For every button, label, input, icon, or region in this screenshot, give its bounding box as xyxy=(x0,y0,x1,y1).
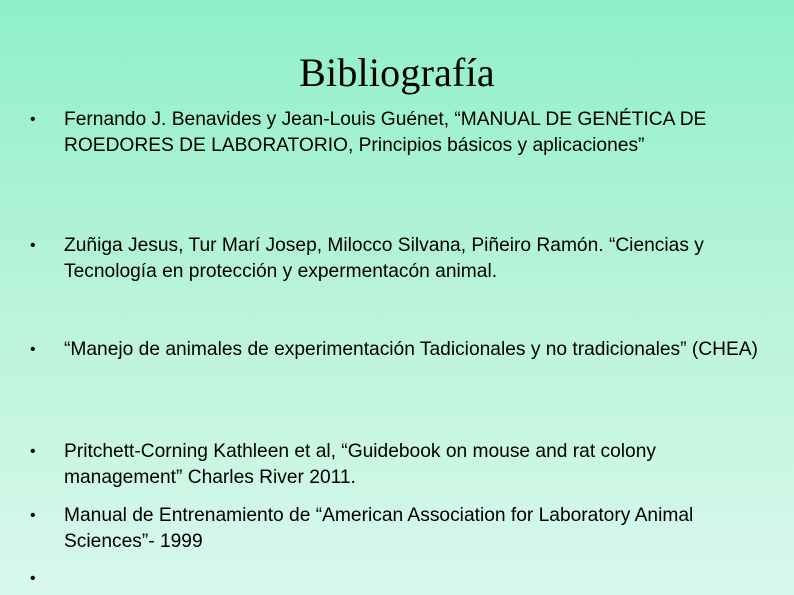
bullet: • xyxy=(30,570,36,587)
bullet: • xyxy=(30,237,36,254)
reference-text: Zuñiga Jesus, Tur Marí Josep, Milocco Silvana, Piñeiro Ramón. “Ciencias y Tecnología en protección y expermentacón animal. xyxy=(64,235,704,282)
slide-title: Bibliografía xyxy=(299,50,495,95)
bullet: • xyxy=(30,341,36,358)
reference-text: Pritchett-Corning Kathleen et al, “Guidebook on mouse and rat colony management” Charles River 2011. xyxy=(64,441,656,488)
bullet: • xyxy=(30,111,36,128)
reference-text: Manual de Entrenamiento de “American Association for Laboratory Animal Sciences”- 1999 xyxy=(64,505,694,552)
reference-text: Fernando J. Benavides y Jean-Louis Guénet, “MANUAL DE GENÉTICA DE ROEDORES DE LABORATORIO, Principios básicos y aplicaciones” xyxy=(64,109,707,156)
reference-text: “Manejo de animales de experimentación Tadicionales y no tradicionales” (CHEA) xyxy=(64,339,758,360)
bullet: • xyxy=(30,443,36,460)
bullet: • xyxy=(30,507,36,524)
